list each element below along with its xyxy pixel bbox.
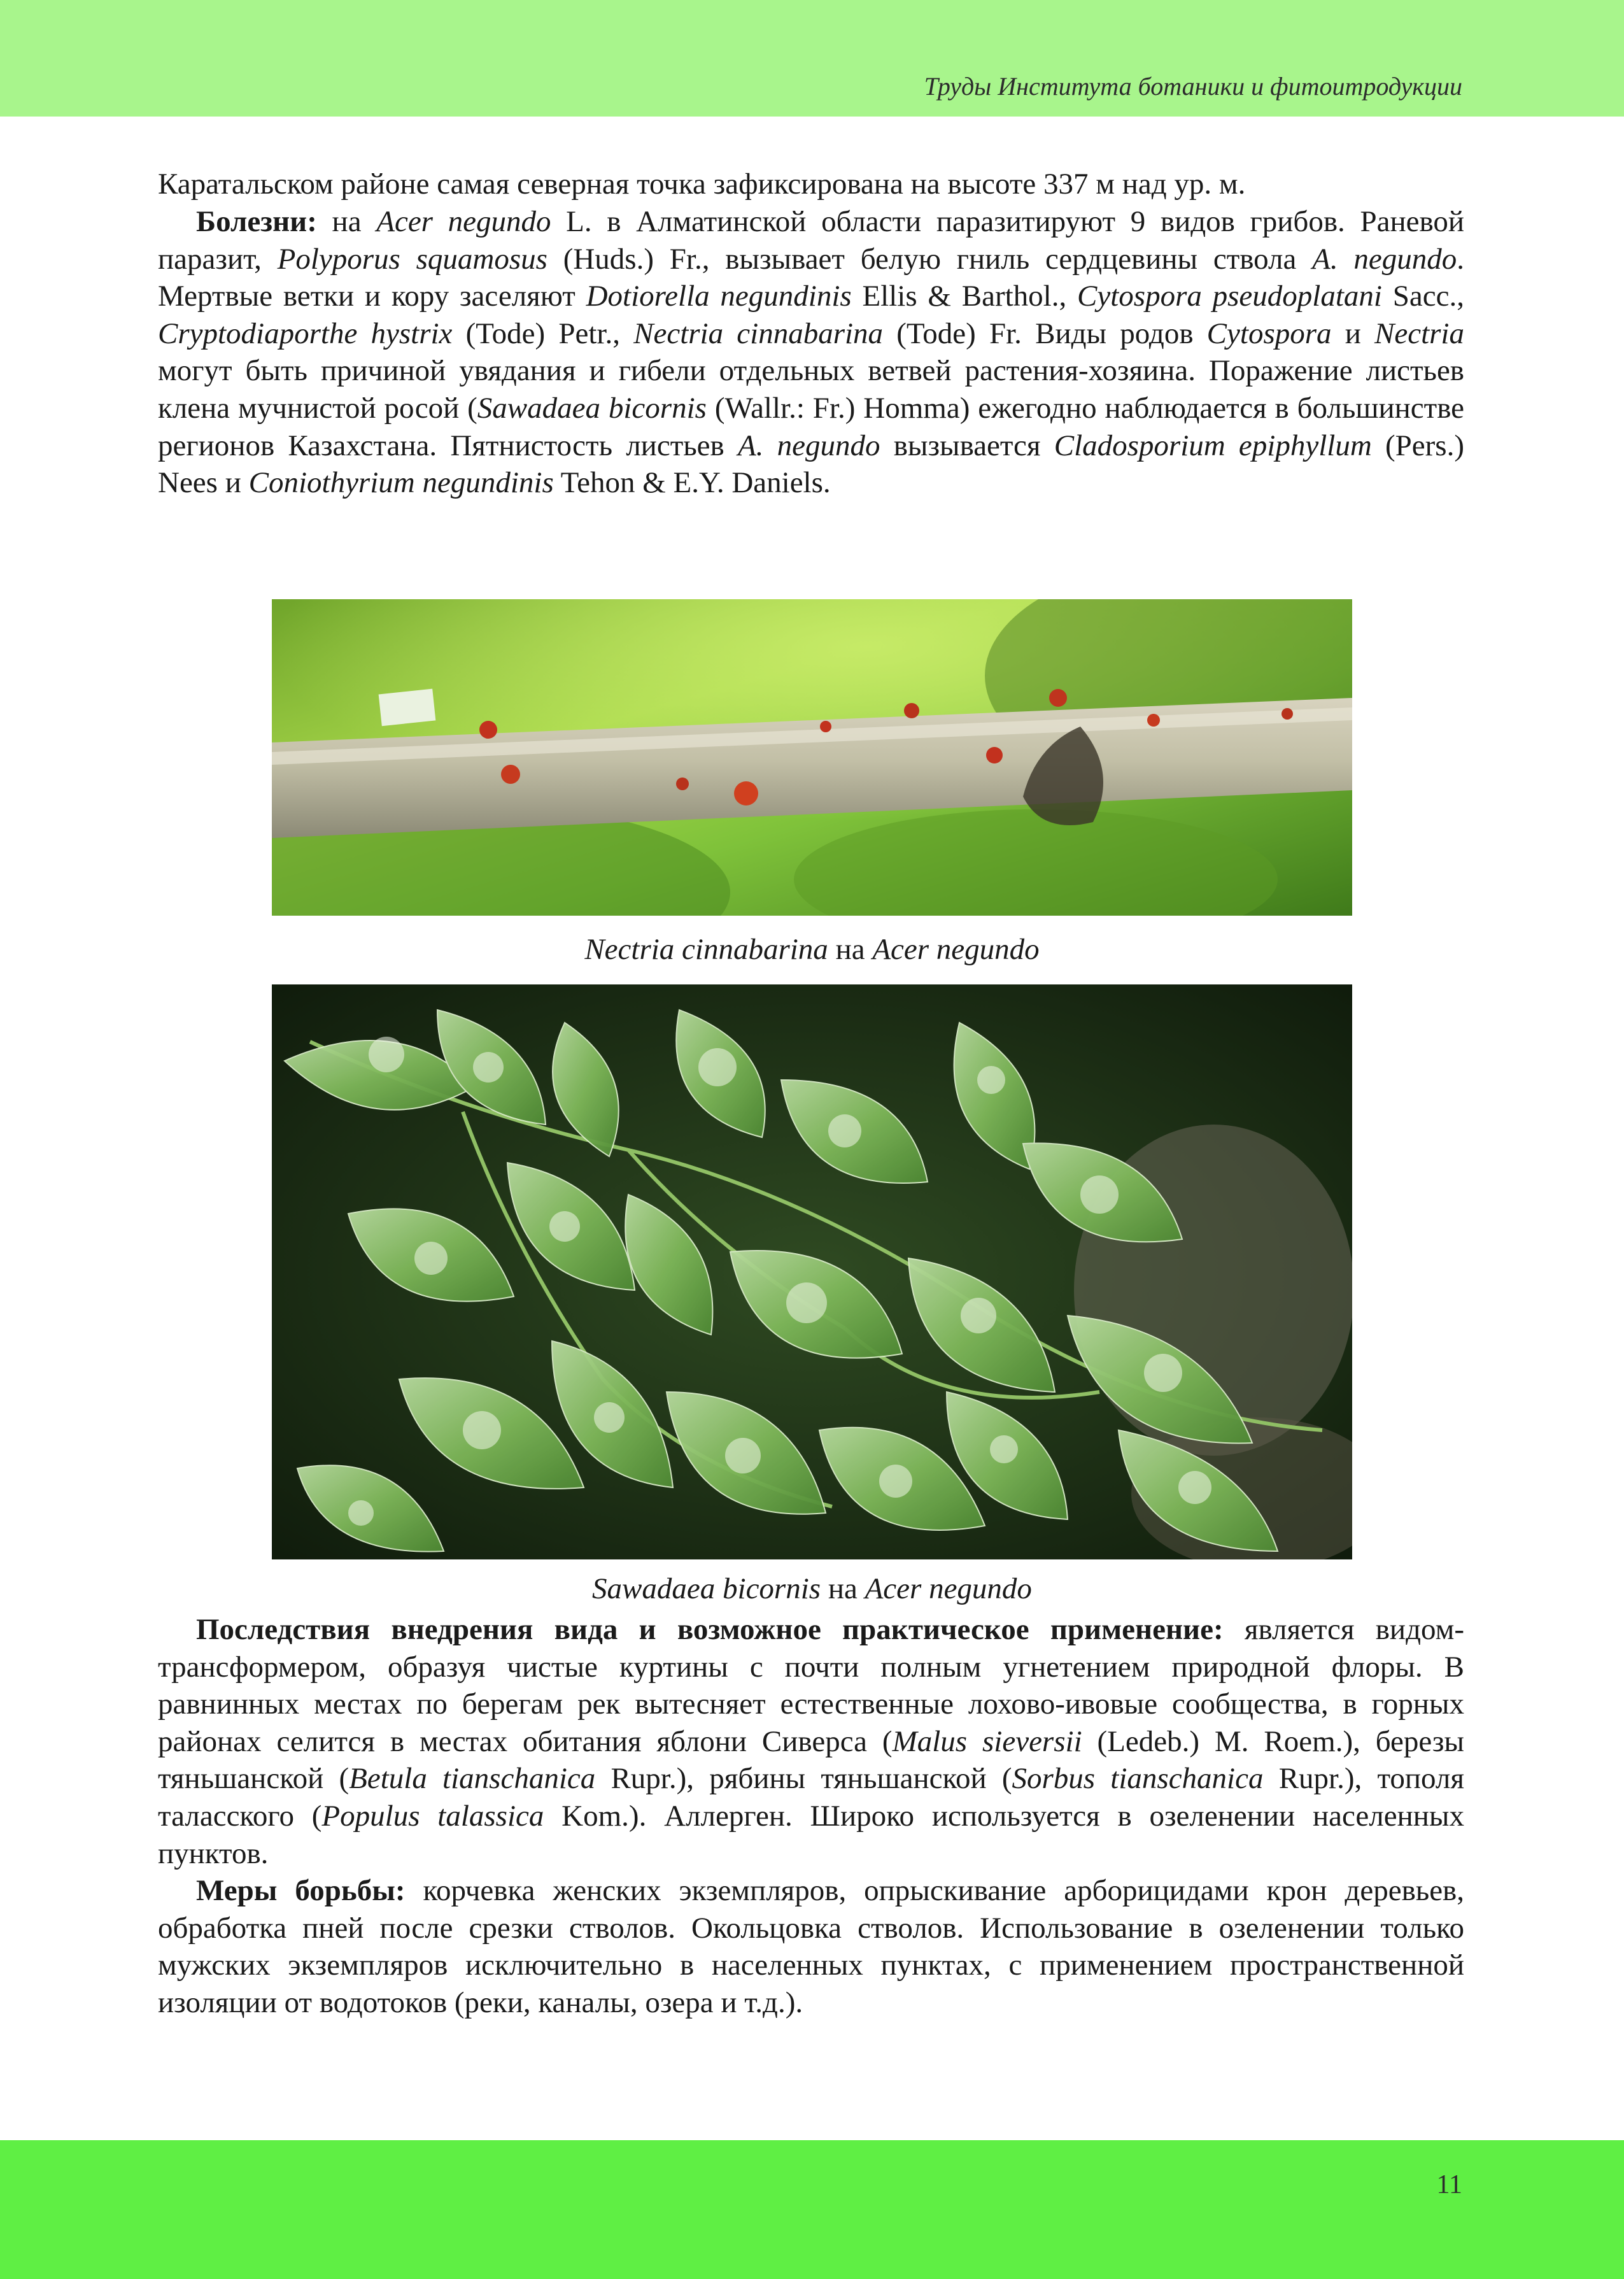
text-run: (Tode) Petr., [452, 316, 634, 350]
species-name: Acer negundo [376, 205, 551, 238]
section-label: Меры борьбы: [196, 1874, 406, 1907]
text-run: Каратальском районе самая северная точка зафиксирована на высоте 337 м над ур. м. [158, 167, 1246, 201]
text-run: могут быть причиной увядания и гибели отдельных ветвей растения-хозяина. Поражение листьев клена мучнистой росой ( [158, 354, 1464, 425]
text-run: Ellis & Barthol., [851, 280, 1078, 313]
figure-caption-1: Nectria cinnabarina на Acer negundo [584, 933, 1040, 966]
species-name: Cryptodiaporthe hystrix [158, 316, 453, 350]
journal-title: Труды Института ботаники и фитоитродукции [924, 72, 1462, 101]
text-run: Rupr.), тополя таласского ( [158, 1762, 1464, 1833]
species-name: A. negundo [1312, 242, 1457, 276]
species-name: Sawadaea bicornis [477, 391, 707, 425]
text-run: Kom.). Аллерген. Широко используется в озеленении населенных пунктов. [158, 1799, 1464, 1870]
species-name: Polyporus squamosus [277, 242, 547, 276]
species-name: Cytospora [1206, 316, 1332, 350]
photo-nectria-branch [272, 599, 1352, 916]
leaves-photo-illustration [272, 984, 1352, 1559]
text-run: Tehon & E.Y. Daniels. [553, 466, 831, 500]
text-run: на [316, 205, 377, 238]
species-name: Sorbus tianschanica [1012, 1762, 1264, 1796]
species-name: Coniothyrium negundinis [248, 466, 554, 500]
page-number: 11 [1436, 2170, 1462, 2199]
text-run: вызывается [880, 429, 1054, 462]
section-label: Болезни: [196, 205, 317, 238]
species-name: Populus talassica [321, 1799, 544, 1833]
species-name: A. negundo [737, 429, 880, 462]
text-run: Rupr.), рябины тяньшанской ( [595, 1762, 1012, 1796]
species-name: Nectria cinnabarina [633, 316, 884, 350]
text-run: (Ledeb.) M. Roem.), березы тяньшанской ( [158, 1724, 1464, 1796]
figure-caption-2: Sawadaea bicornis на Acer negundo [592, 1572, 1032, 1605]
species-name: Dotiorella negundinis [586, 280, 852, 313]
text-run: является видом-трансформером, образуя чистые куртины с почти полным угнетением природной флоры. В равнинных местах по берегам рек вытесняет естественные лохово-ивовые сообщества, в горных районах селится в местах обитания яблони Сиверса ( [158, 1613, 1464, 1758]
species-name: Betula tianschanica [349, 1762, 596, 1796]
text-run: L. в Алматинской области паразитируют 9 видов грибов. Раневой паразит, [158, 205, 1464, 276]
text-run: (Tode) Fr. Виды родов [883, 316, 1207, 350]
branch-photo-illustration [272, 599, 1352, 916]
footer-band [0, 2140, 1624, 2279]
paragraph-control-measures [158, 1872, 1464, 2021]
text-run: и [1331, 316, 1375, 350]
paragraph-continuation [158, 166, 1464, 203]
photo-sawadaea-leaves [272, 984, 1352, 1559]
section-label: Последствия внедрения вида и возможное практическое применение: [196, 1613, 1224, 1646]
species-name: Cladosporium epiphyllum [1054, 429, 1372, 462]
text-run: корчевка женских экземпляров, опрыскивание арборицидами крон деревьев, обработка пней после срезки стволов. Окольцовка стволов. Использование в озеленении только мужских экземпляров исключительно в населенных пунктах, с применением пространственной изоляции от водотоков (реки, каналы, озера и т.д.). [158, 1874, 1464, 2019]
text-run: (Wallr.: Fr.) Homma) ежегодно наблюдается в большинстве регионов Казахстана. Пятнистость листьев [158, 391, 1464, 462]
text-run: (Huds.) Fr., вызывает белую гниль сердцевины ствола [547, 242, 1313, 276]
species-name: Cytospora pseudoplatani [1077, 280, 1382, 313]
text-run: (Pers.) Nees и [158, 429, 1464, 500]
paragraph-diseases [158, 203, 1464, 502]
species-name: Malus sieversii [892, 1724, 1082, 1758]
paragraph-consequences [158, 1611, 1464, 1872]
text-run: . Мертвые ветки и кору заселяют [158, 242, 1464, 313]
species-name: Nectria [1374, 316, 1464, 350]
text-run: Sacc., [1381, 280, 1464, 313]
